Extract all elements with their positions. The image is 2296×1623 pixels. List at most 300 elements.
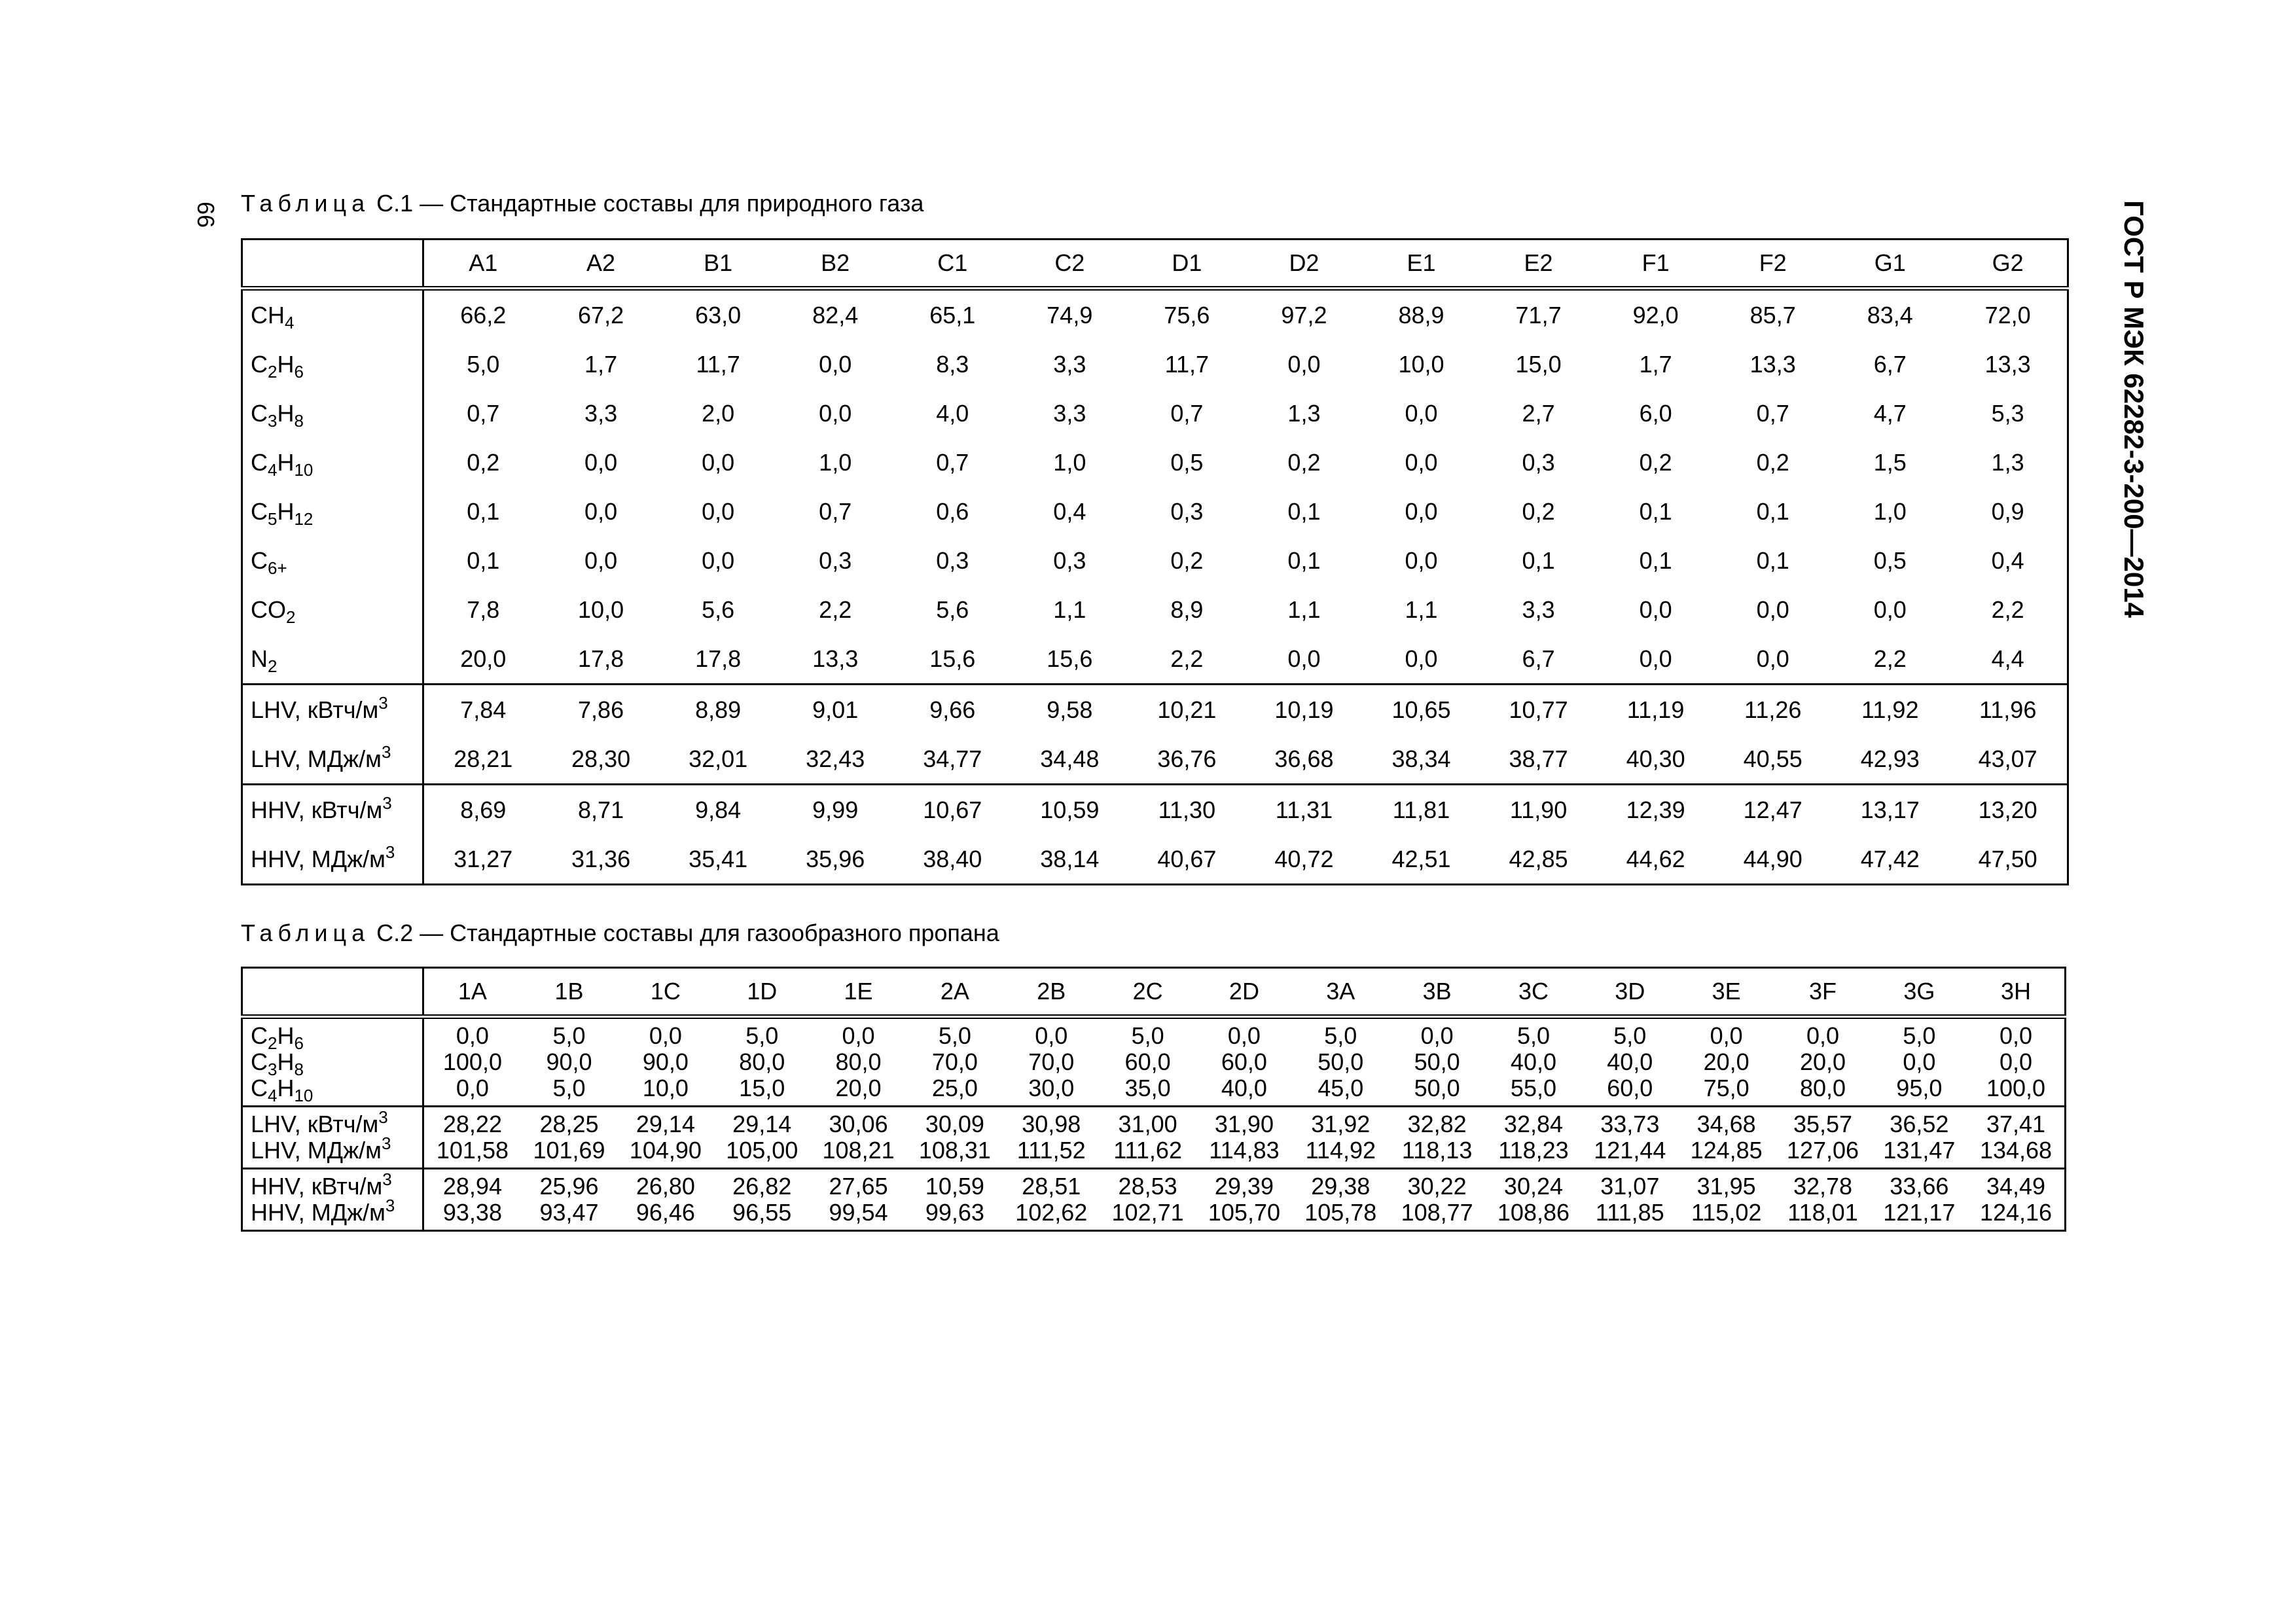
data-cell: 0,2 (1170, 546, 1204, 574)
data-cell-stack (714, 1017, 810, 1107)
data-cell: 0,0 (819, 399, 852, 427)
data-cell: 0,1 (1639, 546, 1672, 574)
data-value: 40,0 (1607, 1048, 1653, 1075)
row-label-base: HHV, МДж/м (251, 845, 386, 872)
data-value: 5,0 (552, 1022, 586, 1049)
data-cell: 40,67 (1157, 845, 1217, 872)
data-value: 108,21 (822, 1137, 895, 1164)
column-header: 2B (1003, 968, 1100, 1017)
column-header: A1 (423, 240, 543, 289)
data-value: 50,0 (1414, 1075, 1460, 1101)
table1-header-row (242, 240, 2068, 289)
data-value: 27,65 (829, 1173, 888, 1200)
data-cell: 6,0 (1639, 399, 1672, 427)
data-cell: 0,2 (467, 448, 500, 476)
data-value: 5,0 (1324, 1022, 1357, 1049)
data-cell: 15,6 (1047, 645, 1093, 672)
data-cell: 1,7 (1639, 350, 1672, 378)
row-label-superscript: 3 (381, 741, 391, 762)
data-value: 0,0 (842, 1022, 875, 1049)
data-cell-stack (1196, 1107, 1292, 1169)
data-cell: 0,7 (1756, 399, 1789, 427)
data-cell: 0,0 (819, 350, 852, 378)
data-value: 90,0 (642, 1048, 689, 1075)
data-cell: 13,3 (812, 645, 859, 672)
data-cell: 1,5 (1873, 448, 1907, 476)
column-header: 3B (1389, 968, 1485, 1017)
data-cell: 0,2 (1287, 448, 1321, 476)
data-value: 28,51 (1022, 1173, 1081, 1200)
data-cell: 1,1 (1053, 596, 1086, 623)
data-cell: 12,47 (1714, 785, 1831, 835)
table2-caption-text: С.2 — Стандартные составы для газообразного пропана (370, 919, 999, 946)
row-label (242, 585, 423, 634)
row-label-superscript: 3 (382, 1169, 392, 1189)
data-cell: 9,58 (1011, 685, 1128, 735)
data-cell: 0,9 (1991, 497, 2024, 525)
data-cell-stack (1293, 1017, 1389, 1107)
data-value: 5,0 (745, 1022, 779, 1049)
data-cell-stack (1389, 1107, 1485, 1169)
row-label (242, 685, 423, 735)
data-value: 30,22 (1407, 1173, 1467, 1200)
data-cell: 74,9 (1047, 301, 1093, 329)
data-cell-stack (1389, 1017, 1485, 1107)
data-value: 95,0 (1896, 1075, 1943, 1101)
data-cell: 0,4 (1053, 497, 1086, 525)
data-cell-stack (1582, 1107, 1678, 1169)
data-cell: 0,0 (702, 448, 735, 476)
data-value: 99,63 (925, 1199, 984, 1226)
data-value: 0,0 (1710, 1022, 1743, 1049)
data-value: 28,25 (539, 1111, 599, 1137)
data-cell: 42,85 (1509, 845, 1568, 872)
data-cell: 0,0 (1405, 448, 1438, 476)
data-cell-stack (521, 1169, 617, 1231)
data-cell: 28,30 (571, 745, 631, 772)
data-cell: 0,1 (1287, 546, 1321, 574)
data-cell: 2,2 (1991, 596, 2024, 623)
data-value: 0,0 (649, 1022, 682, 1049)
data-value: 0,0 (1035, 1022, 1068, 1049)
data-value: 30,98 (1022, 1111, 1081, 1137)
data-cell: 8,69 (423, 785, 543, 835)
data-value: 100,0 (1986, 1075, 2046, 1101)
data-value: 60,0 (1124, 1048, 1171, 1075)
data-value: 80,0 (739, 1048, 785, 1075)
data-cell-stack (1967, 1107, 2065, 1169)
data-cell-stack (906, 1017, 1003, 1107)
data-value: 20,0 (1703, 1048, 1749, 1075)
data-value: 5,0 (1903, 1022, 1936, 1049)
data-value: 127,06 (1786, 1137, 1859, 1164)
data-cell-stack (714, 1107, 810, 1169)
data-cell-stack (1003, 1107, 1100, 1169)
row-label: $C_5H_{12}$ (242, 487, 423, 536)
data-value: 0,0 (456, 1075, 489, 1101)
data-cell: 7,8 (467, 596, 500, 623)
data-cell: 0,3 (1522, 448, 1555, 476)
data-cell: 11,30 (1128, 785, 1246, 835)
column-header: F1 (1597, 240, 1714, 289)
data-cell: 10,59 (1011, 785, 1128, 835)
data-cell: 8,3 (936, 350, 969, 378)
data-cell-stack (1100, 1017, 1196, 1107)
page-number: 66 (192, 201, 219, 228)
data-cell-stack (1678, 1169, 1774, 1231)
data-cell: 13,20 (1948, 785, 2068, 835)
data-cell: 0,0 (584, 448, 618, 476)
data-cell-stack (1774, 1169, 1871, 1231)
data-cell: 72,0 (1984, 301, 2031, 329)
row-label-superscript: 3 (378, 1107, 388, 1127)
data-cell: 17,8 (578, 645, 624, 672)
data-value: 0,0 (1420, 1022, 1454, 1049)
data-cell: 11,7 (696, 350, 740, 378)
data-cell: 1,7 (584, 350, 618, 378)
data-cell-stack (1196, 1169, 1292, 1231)
data-value: 31,92 (1311, 1111, 1371, 1137)
column-header: 3A (1293, 968, 1389, 1017)
row-label-base: HHV, МДж/м (251, 1199, 386, 1226)
data-cell: 10,0 (578, 596, 624, 623)
row-label-subscript: 8 (294, 1060, 304, 1079)
table-row (242, 389, 2068, 438)
data-value: 108,86 (1497, 1199, 1570, 1226)
data-cell: 97,2 (1281, 301, 1327, 329)
data-cell-stack (810, 1017, 906, 1107)
data-cell: 0,0 (1639, 645, 1672, 672)
data-cell: 0,3 (936, 546, 969, 574)
data-value: 29,38 (1311, 1173, 1371, 1200)
data-cell: 38,77 (1509, 745, 1568, 772)
data-cell: 10,0 (1398, 350, 1444, 378)
data-cell: 2,2 (1170, 645, 1204, 672)
data-cell: 0,5 (1170, 448, 1204, 476)
data-cell: 67,2 (578, 301, 624, 329)
data-cell-stack (810, 1169, 906, 1231)
data-cell: 31,36 (571, 845, 631, 872)
column-header: E2 (1480, 240, 1597, 289)
data-cell: 40,72 (1274, 845, 1334, 872)
data-cell-stack (1582, 1017, 1678, 1107)
data-cell: 11,31 (1246, 785, 1363, 835)
column-header: 2D (1196, 968, 1292, 1017)
data-cell: 8,9 (1170, 596, 1204, 623)
data-value: 105,00 (726, 1137, 798, 1164)
data-cell-stack (1196, 1017, 1292, 1107)
data-cell-stack (521, 1017, 617, 1107)
data-cell: 4,4 (1991, 645, 2024, 672)
row-label (251, 1133, 422, 1164)
row-label (251, 1169, 422, 1200)
data-cell-stack (1485, 1107, 1581, 1169)
data-value: 134,68 (1979, 1137, 2053, 1164)
data-value: 35,57 (1793, 1111, 1853, 1137)
data-value: 96,46 (636, 1199, 695, 1226)
table-row (242, 785, 2068, 835)
row-label-subscript: 10 (294, 1086, 314, 1105)
data-value: 75,0 (1703, 1075, 1749, 1101)
column-header: 3E (1678, 968, 1774, 1017)
data-value: 93,38 (442, 1199, 502, 1226)
column-header: 3C (1485, 968, 1581, 1017)
data-value: 96,55 (732, 1199, 792, 1226)
data-value: 0,0 (1903, 1048, 1936, 1075)
data-value: 45,0 (1318, 1075, 1364, 1101)
data-cell: 83,4 (1867, 301, 1913, 329)
document-id (2104, 196, 2163, 622)
data-value: 29,14 (636, 1111, 695, 1137)
data-value: 105,78 (1304, 1199, 1377, 1226)
row-label-superscript: 3 (378, 692, 388, 713)
data-cell: 0,7 (936, 448, 969, 476)
data-cell: 0,4 (1991, 546, 2024, 574)
data-cell: 3,3 (1053, 350, 1086, 378)
data-value: 31,95 (1696, 1173, 1756, 1200)
data-cell-stack (1100, 1169, 1196, 1231)
data-cell: 15,6 (929, 645, 976, 672)
data-cell: 34,77 (923, 745, 982, 772)
data-cell: 0,7 (819, 497, 852, 525)
data-cell: 0,1 (1522, 546, 1555, 574)
propane-table (241, 967, 2066, 1232)
data-value: 105,70 (1208, 1199, 1280, 1226)
data-cell-stack (810, 1107, 906, 1169)
row-label-base: LHV, МДж/м (251, 745, 382, 772)
data-cell: 47,50 (1978, 845, 2037, 872)
data-cell: 0,0 (1405, 645, 1438, 672)
data-cell: 3,3 (1522, 596, 1555, 623)
data-cell: 13,3 (1749, 350, 1796, 378)
data-cell-stack (1967, 1169, 2065, 1231)
table1-caption (241, 190, 924, 217)
data-value: 29,39 (1214, 1173, 1274, 1200)
data-value: 0,0 (1227, 1022, 1261, 1049)
column-header: F2 (1714, 240, 1831, 289)
data-cell-stack (1678, 1017, 1774, 1107)
column-header: 1E (810, 968, 906, 1017)
data-value: 55,0 (1510, 1075, 1556, 1101)
data-value: 101,69 (533, 1137, 605, 1164)
data-value: 31,00 (1118, 1111, 1177, 1137)
column-header: 3F (1774, 968, 1871, 1017)
data-cell: 11,96 (1948, 685, 2068, 735)
row-label (242, 536, 423, 585)
data-cell: 10,21 (1128, 685, 1246, 735)
data-cell: 2,0 (702, 399, 735, 427)
data-cell: 8,71 (543, 785, 660, 835)
table2-caption (241, 919, 999, 947)
data-cell: 0,7 (467, 399, 500, 427)
table2-caption-prefix: Таблица (241, 919, 370, 946)
data-value: 33,73 (1600, 1111, 1660, 1137)
column-header: 2A (906, 968, 1003, 1017)
data-cell-stack (1389, 1169, 1485, 1231)
data-cell: 0,0 (1639, 596, 1672, 623)
table-row (242, 487, 2068, 536)
table-row (242, 734, 2068, 785)
data-cell-stack (714, 1169, 810, 1231)
row-label (242, 734, 423, 785)
data-cell: 5,6 (936, 596, 969, 623)
data-cell: 11,19 (1597, 685, 1714, 735)
column-header: D1 (1128, 240, 1246, 289)
table-row-group (242, 1107, 2066, 1169)
data-cell: 11,92 (1831, 685, 1948, 735)
data-cell: 0,2 (1639, 448, 1672, 476)
data-value: 104,90 (629, 1137, 702, 1164)
data-cell: 2,2 (1873, 645, 1907, 672)
data-value: 70,0 (1028, 1048, 1075, 1075)
row-label-subscript: 10 (294, 459, 314, 480)
data-cell: 6,7 (1873, 350, 1907, 378)
data-cell: 0,3 (1053, 546, 1086, 574)
data-cell: 40,55 (1743, 745, 1803, 772)
data-cell: 3,3 (1053, 399, 1086, 427)
row-label-superscript: 3 (382, 793, 392, 813)
data-value: 31,90 (1214, 1111, 1274, 1137)
data-value: 114,92 (1305, 1137, 1376, 1164)
table2-header-row (242, 968, 2066, 1017)
data-value: 30,09 (925, 1111, 984, 1137)
data-value: 115,02 (1691, 1199, 1762, 1226)
data-cell: 0,1 (1756, 497, 1789, 525)
data-value: 40,0 (1510, 1048, 1556, 1075)
column-header: B1 (660, 240, 777, 289)
column-header: 1B (521, 968, 617, 1017)
data-cell: 82,4 (812, 301, 859, 329)
data-cell: 85,7 (1749, 301, 1796, 329)
data-cell: 0,0 (1873, 596, 1907, 623)
data-value: 32,82 (1407, 1111, 1467, 1137)
data-cell: 0,1 (1287, 497, 1321, 525)
data-value: 28,53 (1118, 1173, 1177, 1200)
column-header: 3H (1967, 968, 2065, 1017)
row-label-superscript: 3 (385, 1196, 395, 1215)
data-cell: 0,0 (1405, 546, 1438, 574)
data-value: 30,24 (1503, 1173, 1564, 1200)
data-cell-stack (617, 1017, 713, 1107)
data-value: 30,0 (1028, 1075, 1075, 1101)
data-cell-stack (1871, 1169, 1967, 1231)
data-cell: 9,01 (777, 685, 894, 735)
column-header: 1A (423, 968, 521, 1017)
row-label-base: N (251, 645, 268, 672)
data-cell: 2,2 (819, 596, 852, 623)
data-cell: 0,0 (1287, 645, 1321, 672)
column-header: 1C (617, 968, 713, 1017)
data-cell: 8,89 (660, 685, 777, 735)
data-cell: 32,01 (689, 745, 748, 772)
data-cell-stack (1003, 1169, 1100, 1231)
data-cell: 0,0 (1405, 497, 1438, 525)
data-cell: 0,3 (1170, 497, 1204, 525)
data-cell: 44,62 (1626, 845, 1685, 872)
row-label: $C_4H_{10}$ (251, 1075, 314, 1105)
data-value: 60,0 (1221, 1048, 1267, 1075)
data-cell: 0,1 (1756, 546, 1789, 574)
data-cell-stack (1678, 1107, 1774, 1169)
data-value: 5,0 (1613, 1022, 1647, 1049)
table-row (242, 438, 2068, 487)
table-row-group (242, 1017, 2066, 1107)
data-cell: 1,3 (1287, 399, 1321, 427)
data-cell: 10,67 (894, 785, 1011, 835)
data-cell: 92,0 (1632, 301, 1679, 329)
row-label-base: LHV, кВтч/м (251, 1111, 379, 1137)
data-cell: 10,65 (1363, 685, 1480, 735)
data-cell: 36,68 (1274, 745, 1334, 772)
data-cell: 65,1 (929, 301, 976, 329)
data-value: 102,62 (1015, 1199, 1088, 1226)
row-label (251, 1107, 422, 1137)
row-label-subscript: 2 (286, 607, 296, 627)
data-cell: 9,99 (777, 785, 894, 835)
data-value: 26,80 (636, 1173, 695, 1200)
data-cell: 2,7 (1522, 399, 1555, 427)
data-cell: 63,0 (695, 301, 742, 329)
data-value: 111,85 (1595, 1199, 1664, 1226)
data-cell: 28,21 (454, 745, 513, 772)
row-label (242, 289, 423, 340)
data-value: 32,84 (1503, 1111, 1564, 1137)
data-cell: 0,0 (584, 497, 618, 525)
data-value: 93,47 (539, 1199, 599, 1226)
table-row-group (242, 1169, 2066, 1231)
row-label-base: C (251, 546, 268, 574)
data-value: 111,62 (1113, 1137, 1182, 1164)
data-cell: 11,81 (1363, 785, 1480, 835)
data-cell-stack (1967, 1017, 2065, 1107)
data-cell: 0,2 (1756, 448, 1789, 476)
data-cell-stack (1293, 1107, 1389, 1169)
data-cell: 4,0 (936, 399, 969, 427)
data-value: 10,0 (642, 1075, 689, 1101)
data-value: 28,22 (442, 1111, 502, 1137)
data-value: 0,0 (1999, 1048, 2033, 1075)
table-row (242, 289, 2068, 340)
data-cell: 9,84 (660, 785, 777, 835)
table1-corner-cell (242, 240, 423, 289)
data-cell: 38,34 (1391, 745, 1451, 772)
row-label-stack (242, 1107, 423, 1169)
data-value: 5,0 (552, 1075, 586, 1101)
row-label (242, 634, 423, 685)
data-cell: 0,0 (702, 497, 735, 525)
data-cell: 9,66 (894, 685, 1011, 735)
data-value: 0,0 (1999, 1022, 2033, 1049)
data-cell: 38,14 (1040, 845, 1100, 872)
row-label (251, 1196, 422, 1226)
data-cell: 4,7 (1873, 399, 1907, 427)
column-header: C1 (894, 240, 1011, 289)
data-value: 101,58 (436, 1137, 509, 1164)
data-cell: 6,7 (1522, 645, 1555, 672)
data-cell: 11,7 (1164, 350, 1210, 378)
row-label-base: LHV, МДж/м (251, 1137, 382, 1164)
data-value: 60,0 (1607, 1075, 1653, 1101)
data-value: 28,94 (442, 1173, 502, 1200)
data-value: 5,0 (1131, 1022, 1164, 1049)
data-cell: 17,8 (695, 645, 742, 672)
row-label-superscript: 3 (381, 1133, 391, 1153)
row-label-stack (242, 1017, 423, 1107)
data-cell: 31,27 (454, 845, 513, 872)
data-cell-stack (1485, 1169, 1581, 1231)
data-cell: 1,1 (1287, 596, 1321, 623)
row-label (242, 785, 423, 835)
